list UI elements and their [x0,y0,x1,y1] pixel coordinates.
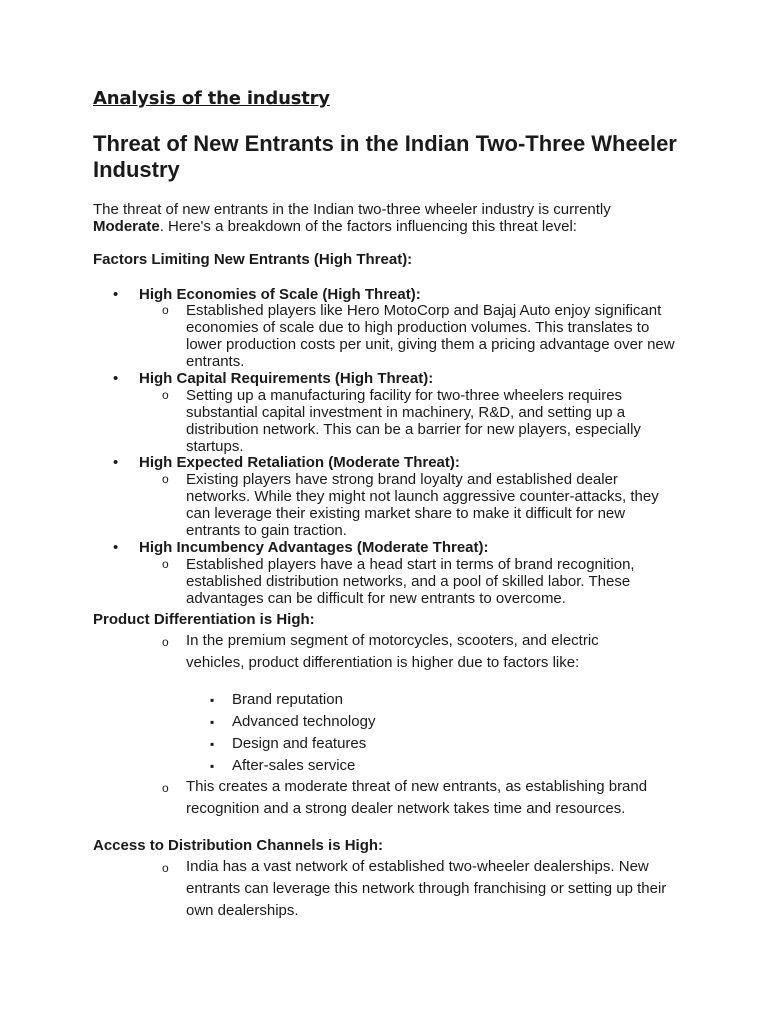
square-marker: ▪ [210,693,215,707]
section-heading: Threat of New Entrants in the Indian Two-Three Wheeler Industry [93,131,677,182]
document-title: Analysis of the industry [93,88,330,109]
distribution-heading: Access to Distribution Channels is High: [93,837,384,854]
intro-text-2: . Here's a breakdown of the factors influencing this threat level: [159,218,577,235]
factor-label-2: High Capital Requirements (High Threat): [139,370,434,387]
square-marker: ▪ [210,715,215,729]
product-diff-text-1: In the premium segment of motorcycles, scooters, and electric vehicles, product differentiation is higher due to factors like: [186,632,599,671]
square-marker: ▪ [210,737,215,751]
circle-marker: o [162,472,169,486]
bullet-marker: • [113,539,119,556]
factor-text-3: Existing players have strong brand loyalty and established dealer networks. While they might not launch aggressive counter-attacks, they can leverage their existing market share to make it difficult for new entrants to gain traction. [186,471,659,539]
bullet-marker: • [113,370,119,387]
factor-text-2: Setting up a manufacturing facility for two-three wheelers requires substantial capital investment in machinery, R&D, and setting up a distribution network. This can be a barrier for new players, especially startups. [186,387,641,455]
distribution-text: India has a vast network of established two-wheeler dealerships. New entrants can leverage this network through franchising or setting up their own dealerships. [186,858,667,919]
bullet-marker: • [113,286,119,303]
square-marker: ▪ [210,759,215,773]
diff-factor-item: After-sales service [232,757,356,774]
product-diff-heading: Product Differentiation is High: [93,611,315,628]
diff-factor-item: Brand reputation [232,691,343,708]
circle-marker: o [162,303,169,317]
circle-marker: o [162,635,169,649]
product-diff-text-2: This creates a moderate threat of new entrants, as establishing brand recognition and a strong dealer network takes time and resources. [186,778,648,817]
factor-text-1: Established players like Hero MotoCorp and Bajaj Auto enjoy significant economies of scale due to high production volumes. This translates to lower production costs per unit, giving them a pricing advantage over new entrants. [186,302,675,370]
bullet-marker: • [113,454,119,471]
intro-emphasis: Moderate [93,218,160,235]
diff-factor-item: Design and features [232,735,367,752]
circle-marker: o [162,557,169,571]
factor-label-1: High Economies of Scale (High Threat): [139,286,421,303]
intro-text-1: The threat of new entrants in the Indian two-three wheeler industry is currently [93,201,611,218]
circle-marker: o [162,861,169,875]
factor-label-4: High Incumbency Advantages (Moderate Threat): [139,539,489,556]
intro-paragraph [93,201,653,235]
circle-marker: o [162,388,169,402]
factor-text-4: Established players have a head start in terms of brand recognition, established distribution networks, and a pool of skilled labor. These advantages can be difficult for new entrants to overcome. [186,556,635,607]
factor-label-3: High Expected Retaliation (Moderate Threat): [139,454,460,471]
diff-factor-item: Advanced technology [232,713,376,730]
factors-heading: Factors Limiting New Entrants (High Threat): [93,251,413,268]
circle-marker: o [162,781,169,795]
